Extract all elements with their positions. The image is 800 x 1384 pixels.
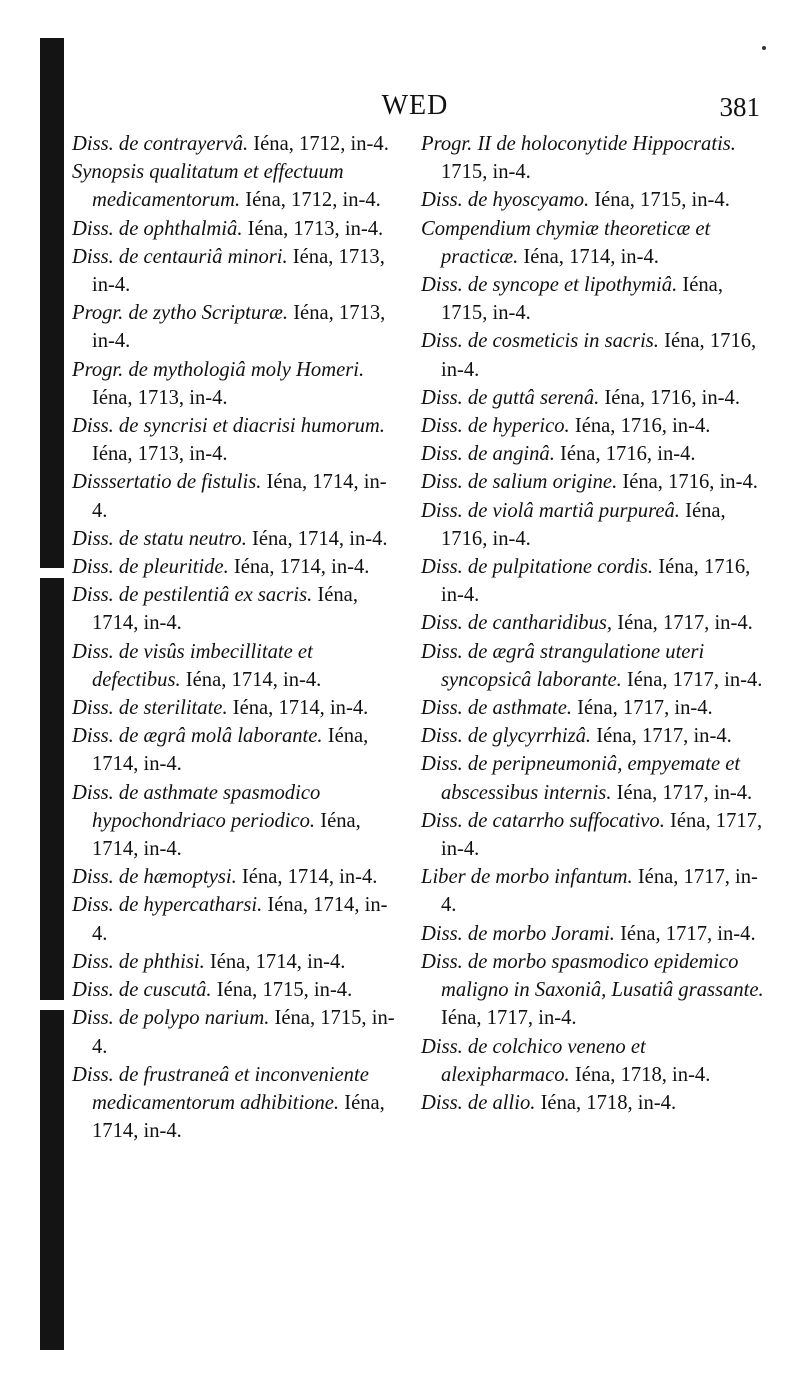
entry-title: Diss. de ægrâ molâ laborante. bbox=[72, 725, 323, 748]
entry-title: Diss. de pestilentiâ ex sacris. bbox=[72, 584, 313, 607]
bibliography-entry bbox=[72, 976, 402, 1004]
entry-imprint: 1715, in-4. bbox=[441, 161, 531, 184]
print-speck bbox=[762, 46, 766, 50]
entry-title: Diss. de salium origine. bbox=[421, 471, 618, 494]
entry-title: Diss. de frustraneâ et inconveniente medicamentorum adhibitione. bbox=[72, 1063, 369, 1114]
entry-title: Diss. de pleuritide. bbox=[72, 556, 229, 579]
entry-title: Diss. de anginâ. bbox=[421, 443, 555, 466]
entry-imprint: Iéna, 1716, in-4. bbox=[441, 330, 757, 381]
bibliography-entry bbox=[421, 327, 769, 383]
entry-title: Diss. de polypo narium. bbox=[72, 1007, 270, 1030]
entry-imprint: Iéna, 1717, in-4. bbox=[441, 1007, 577, 1030]
entry-title: Diss. de visûs imbecillitate et defectibus. bbox=[72, 640, 313, 691]
entry-imprint: Iéna, 1713, in-4. bbox=[242, 217, 384, 240]
entry-imprint: Iéna, 1714, in-4. bbox=[92, 584, 358, 635]
entry-title: Diss. de hypercatharsi. bbox=[72, 894, 263, 917]
entry-imprint: Iéna, 1714, in-4. bbox=[180, 668, 322, 691]
bibliography-entry bbox=[72, 863, 402, 891]
bibliography-entry bbox=[421, 130, 769, 186]
entry-title: Diss. de guttâ serenâ. bbox=[421, 386, 600, 409]
entry-imprint: Iéna, 1717, in-4. bbox=[591, 725, 732, 748]
entry-imprint: Iéna, 1717, in-4. bbox=[621, 668, 763, 691]
entry-title: Progr. de zytho Scripturæ. bbox=[72, 302, 289, 325]
entry-title: Diss. de hyperico. bbox=[421, 415, 570, 438]
entry-imprint: Iéna, 1716, in-4. bbox=[554, 443, 696, 466]
bibliography-entry bbox=[421, 497, 769, 553]
binding-edge bbox=[40, 38, 64, 1350]
bibliography-entry bbox=[421, 722, 769, 750]
entry-title: Synopsis qualitatum et effectuum medicamentorum. bbox=[72, 161, 344, 212]
entry-imprint: Iéna, 1718, in-4. bbox=[569, 1063, 711, 1086]
bibliography-entry bbox=[72, 638, 402, 694]
entry-title: Diss. de pulpitatione cordis. bbox=[421, 556, 654, 579]
entry-imprint: Iéna, 1714, in-4. bbox=[518, 245, 659, 268]
entry-imprint: Iéna, 1714, in-4. bbox=[92, 809, 361, 861]
left-column bbox=[72, 130, 402, 1145]
entry-title: Diss. de syncope et lipothymiâ. bbox=[421, 274, 678, 297]
bibliography-entry bbox=[421, 412, 769, 440]
entry-imprint: Iéna, 1716, in-4. bbox=[617, 471, 758, 494]
entry-title: Diss. de centauriâ minori. bbox=[72, 245, 288, 268]
bibliography-entry bbox=[421, 1033, 769, 1089]
bibliography-entry bbox=[72, 525, 402, 553]
bibliography-entry bbox=[421, 215, 769, 271]
entry-title: Diss. de cosmeticis in sacris. bbox=[421, 330, 659, 353]
entry-title: Diss. de ægrâ strangulatione uteri syncopsicâ laborante. bbox=[421, 640, 705, 691]
running-head: WED bbox=[381, 90, 449, 121]
page-number: 381 bbox=[719, 92, 760, 122]
bibliography-entry bbox=[421, 638, 769, 694]
bibliography-entry bbox=[421, 920, 769, 948]
bibliography-entry bbox=[421, 694, 769, 722]
entry-title: Diss. de statu neutro. bbox=[72, 527, 247, 550]
entry-title: Diss. de hæmoptysi. bbox=[72, 866, 237, 889]
entry-title: Diss. de catarrho suffocativo. bbox=[421, 809, 665, 832]
entry-imprint: Iéna, 1715, in-4. bbox=[589, 189, 730, 212]
bibliography-entry bbox=[421, 863, 769, 919]
entry-imprint: Iéna, 1717, in-4. bbox=[441, 866, 758, 917]
entry-imprint: Iéna, 1713, in-4. bbox=[92, 245, 385, 297]
entry-imprint: Iéna, 1714, in-4. bbox=[228, 556, 370, 579]
bibliography-entry bbox=[72, 1061, 402, 1146]
entry-title: Disssertatio de fistulis. bbox=[72, 471, 262, 494]
bibliography-entry bbox=[421, 553, 769, 609]
entry-title: Progr. de mythologiâ moly Homeri. bbox=[72, 358, 365, 381]
entry-title: Diss. de asthmate. bbox=[421, 697, 573, 720]
entry-title: Diss. de cantharidibus, bbox=[421, 612, 613, 635]
entry-imprint: Iéna, 1714, in-4. bbox=[92, 894, 388, 945]
entry-title: Diss. de phthisi. bbox=[72, 950, 205, 973]
bibliography-entry bbox=[421, 440, 769, 468]
entry-imprint: Iéna, 1714, in-4. bbox=[236, 866, 378, 889]
bibliography-entry bbox=[72, 130, 402, 158]
entry-imprint: Iéna, 1716, in-4. bbox=[569, 415, 711, 438]
entry-imprint: Iéna, 1714, in-4. bbox=[92, 725, 369, 776]
bibliography-entry bbox=[72, 779, 402, 864]
entry-imprint: Iéna, 1714, in-4. bbox=[227, 697, 369, 720]
bibliography-entry bbox=[421, 186, 769, 214]
entry-imprint: Iéna, 1714, in-4. bbox=[92, 1091, 385, 1143]
bibliography-entry bbox=[421, 609, 769, 637]
entry-title: Liber de morbo infantum. bbox=[421, 866, 633, 889]
bibliography-entry bbox=[421, 1089, 769, 1117]
bibliography-entry bbox=[72, 891, 402, 947]
bibliography-entry bbox=[72, 243, 402, 299]
bibliography-entry bbox=[72, 948, 402, 976]
entry-imprint: Iéna, 1712, in-4. bbox=[248, 133, 389, 155]
bibliography-entry bbox=[72, 722, 402, 778]
entry-imprint: Iéna, 1717, in-4. bbox=[441, 809, 763, 861]
binding-edge-notch bbox=[40, 568, 64, 578]
binding-edge-notch bbox=[40, 1000, 64, 1010]
bibliography-entry bbox=[72, 694, 402, 722]
bibliography-entry bbox=[72, 158, 402, 214]
entry-title: Diss. de cuscutâ. bbox=[72, 979, 212, 1002]
bibliography-entry bbox=[421, 468, 769, 496]
page-header bbox=[70, 90, 760, 130]
entry-imprint: Iéna, 1717, in-4. bbox=[572, 697, 713, 720]
bibliography-entry bbox=[421, 807, 769, 863]
entry-title: Diss. de allio. bbox=[421, 1091, 536, 1114]
entry-imprint: Iéna, 1717, in-4. bbox=[611, 781, 753, 804]
bibliography-entry bbox=[72, 299, 402, 355]
entry-imprint: Iéna, 1715, in-4. bbox=[92, 1007, 395, 1058]
entry-title: Diss. de glycyrrhizâ. bbox=[421, 725, 592, 748]
right-column bbox=[421, 130, 769, 1117]
bibliography-entry bbox=[72, 553, 402, 581]
entry-imprint: Iéna, 1717, in-4. bbox=[614, 922, 756, 945]
bibliography-entry bbox=[72, 581, 402, 637]
entry-title: Diss. de sterilitate. bbox=[72, 697, 228, 720]
entry-imprint: Iéna, 1714, in-4. bbox=[246, 527, 388, 550]
entry-title: Diss. de morbo spasmodico epidemico maligno in Saxoniâ, Lusatiâ grassante. bbox=[421, 950, 764, 1002]
entry-imprint: Iéna, 1716, in-4. bbox=[441, 556, 751, 607]
entry-imprint: Iéna, 1715, in-4. bbox=[441, 274, 723, 325]
entry-imprint: Iéna, 1715, in-4. bbox=[211, 979, 353, 1002]
bibliography-entry bbox=[72, 215, 402, 243]
bibliography-entry bbox=[421, 271, 769, 327]
entry-title: Progr. II de holoconytide Hippocratis. bbox=[421, 133, 736, 155]
entry-imprint: Iéna, 1713, in-4. bbox=[92, 302, 386, 353]
bibliography-entry bbox=[72, 412, 402, 468]
entry-imprint: Iéna, 1716, in-4. bbox=[441, 499, 726, 550]
entry-title: Diss. de asthmate spasmodico hypochondriaco periodico. bbox=[72, 781, 321, 832]
bibliography-entry bbox=[421, 948, 769, 1033]
bibliography-entry bbox=[72, 356, 402, 412]
entry-title: Diss. de colchico veneno et alexipharmaco. bbox=[421, 1035, 646, 1086]
entry-title: Diss. de violâ martiâ purpureâ. bbox=[421, 499, 680, 522]
entry-title: Diss. de peripneumoniâ, empyemate et abscessibus internis. bbox=[421, 753, 741, 804]
entry-imprint: Iéna, 1712, in-4. bbox=[240, 189, 381, 212]
entry-title: Diss. de morbo Jorami. bbox=[421, 922, 615, 945]
entry-imprint: Iéna, 1713, in-4. bbox=[92, 386, 228, 409]
entry-imprint: Iéna, 1716, in-4. bbox=[599, 386, 740, 409]
entry-title: Compendium chymiæ theoreticæ et practicæ. bbox=[421, 217, 711, 268]
entry-imprint: Iéna, 1714, in-4. bbox=[204, 950, 346, 973]
bibliography-entry bbox=[421, 384, 769, 412]
entry-imprint: Iéna, 1717, in-4. bbox=[612, 612, 753, 635]
bibliography-entry bbox=[72, 1004, 402, 1060]
entry-imprint: Iéna, 1718, in-4. bbox=[535, 1091, 677, 1114]
entry-title: Diss. de contrayervâ. bbox=[72, 133, 249, 155]
entry-title: Diss. de hyoscyamo. bbox=[421, 189, 590, 212]
entry-title: Diss. de ophthalmiâ. bbox=[72, 217, 243, 240]
entry-title: Diss. de syncrisi et diacrisi humorum. bbox=[72, 415, 385, 438]
bibliography-entry bbox=[421, 750, 769, 806]
entry-imprint: Iéna, 1713, in-4. bbox=[92, 443, 228, 466]
entry-imprint: Iéna, 1714, in-4. bbox=[92, 471, 387, 522]
bibliography-entry bbox=[72, 468, 402, 524]
